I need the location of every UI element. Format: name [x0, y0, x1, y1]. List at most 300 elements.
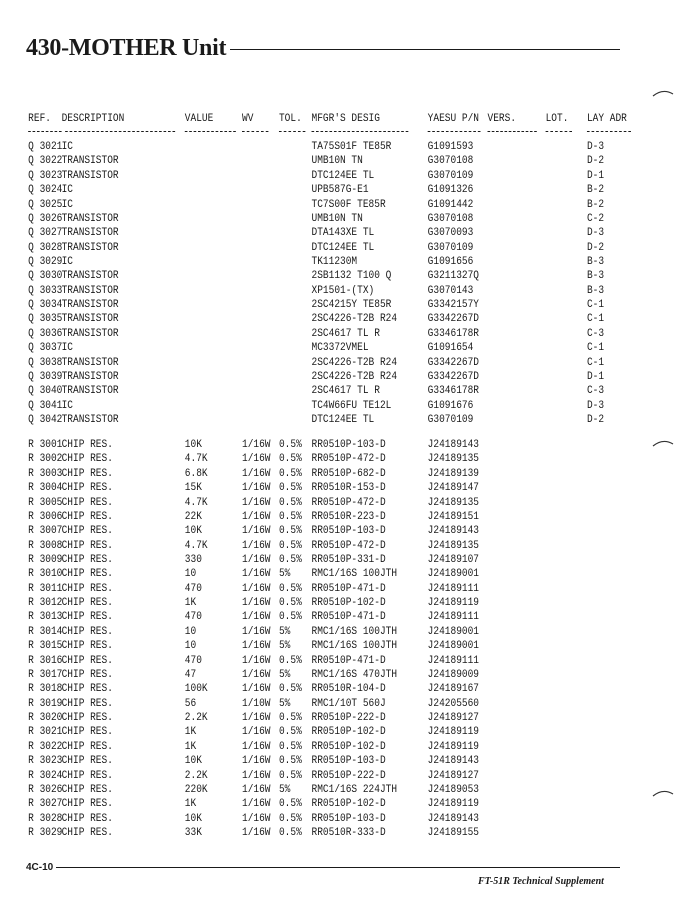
part-tol: 0.5% [278, 712, 302, 724]
part-value: 10K [184, 525, 202, 538]
column-header-mfgr: MFGR'S DESIG [311, 113, 380, 125]
part-ref: Q 3035 [28, 313, 63, 326]
table-row [0, 467, 612, 481]
part-value: 22K [184, 510, 202, 523]
part-ref: R 3014 [28, 625, 63, 638]
part-ref: Q 3028 [28, 241, 63, 254]
part-description: CHIP RES. [61, 582, 113, 595]
part-description: TRANSISTOR [61, 284, 119, 297]
part-mfgr-desig: TC4W66FU TE12L [311, 399, 392, 412]
part-ref: R 3005 [28, 496, 63, 509]
table-row [0, 610, 612, 624]
table-row [0, 384, 612, 398]
part-wv: 1/16W [242, 769, 271, 782]
part-description: CHIP RES. [61, 827, 113, 839]
page-title-text: 430-MOTHER Unit [26, 35, 227, 61]
part-mfgr-desig: RR0510P-222-D [311, 769, 386, 782]
part-yaesu-pn: J24189107 [427, 554, 480, 566]
table-row [0, 639, 612, 653]
part-description: CHIP RES. [61, 683, 113, 696]
part-tol: 5% [278, 568, 291, 581]
part-yaesu-pn: J24189127 [427, 712, 480, 724]
part-yaesu-pn: G3070108 [427, 155, 474, 168]
table-row [0, 438, 612, 452]
part-ref: R 3019 [28, 697, 63, 710]
part-yaesu-pn: J24189143 [427, 525, 480, 538]
part-yaesu-pn: J24189119 [427, 597, 480, 610]
part-mfgr-desig: 2SC4617 TL R [311, 385, 380, 398]
part-ref: Q 3023 [28, 169, 63, 182]
part-mfgr-desig: TC7S00F TE85R [311, 198, 386, 211]
part-value: 10 [184, 640, 197, 653]
table-row [0, 582, 612, 596]
page-footer [26, 862, 620, 873]
part-yaesu-pn: J24189143 [427, 439, 480, 451]
part-mfgr-desig: RMC1/16S 100JTH [311, 568, 398, 581]
part-mfgr-desig: DTC124EE TL [311, 414, 375, 426]
part-tol: 0.5% [278, 827, 302, 839]
table-row [0, 183, 612, 197]
part-description: CHIP RES. [61, 640, 113, 653]
table-row [0, 452, 612, 466]
footer-document-title: FT-51R Technical Supplement [478, 876, 604, 887]
part-tol: 0.5% [278, 726, 302, 739]
part-yaesu-pn: G3342157Y [427, 299, 480, 312]
part-ref: R 3018 [28, 683, 63, 696]
part-description: TRANSISTOR [61, 212, 119, 225]
part-ref: R 3017 [28, 668, 63, 681]
part-description: CHIP RES. [61, 482, 113, 495]
part-wv: 1/16W [242, 568, 271, 581]
part-yaesu-pn: G1091442 [427, 198, 474, 211]
part-mfgr-desig: DTC124EE TL [311, 169, 375, 182]
part-description: CHIP RES. [61, 798, 113, 811]
part-description: TRANSISTOR [61, 327, 119, 340]
table-row [0, 797, 612, 811]
part-mfgr-desig: RR0510P-472-D [311, 539, 386, 552]
part-wv: 1/16W [242, 625, 271, 638]
table-row [0, 356, 612, 370]
part-yaesu-pn: J24189139 [427, 467, 480, 480]
table-row [0, 169, 612, 183]
part-mfgr-desig: RR0510P-103-D [311, 755, 386, 768]
table-row [0, 769, 612, 783]
part-value: 2.2K [184, 712, 208, 724]
part-tol: 0.5% [278, 611, 302, 624]
part-ref: Q 3029 [28, 256, 63, 268]
part-description: CHIP RES. [61, 439, 113, 451]
part-ref: Q 3024 [28, 184, 63, 197]
table-row [0, 212, 612, 226]
part-ref: R 3016 [28, 654, 63, 667]
part-description: CHIP RES. [61, 554, 113, 566]
footer-rule [56, 867, 620, 868]
part-yaesu-pn: J24189111 [427, 582, 480, 595]
part-tol: 5% [278, 640, 291, 653]
part-wv: 1/16W [242, 539, 271, 552]
part-wv: 1/16W [242, 654, 271, 667]
part-mfgr-desig: RMC1/16S 100JTH [311, 625, 398, 638]
part-ref: R 3009 [28, 554, 63, 566]
part-ref: R 3010 [28, 568, 63, 581]
part-description: IC [61, 141, 74, 153]
part-lay-adr: D-1 [586, 370, 605, 383]
table-row [0, 140, 612, 154]
part-ref: R 3020 [28, 712, 63, 724]
part-wv: 1/16W [242, 827, 271, 839]
part-tol: 0.5% [278, 597, 302, 610]
table-row [0, 496, 612, 510]
part-mfgr-desig: RR0510P-471-D [311, 611, 386, 624]
table-row [0, 524, 612, 538]
part-mfgr-desig: 2SC4617 TL R [311, 327, 380, 340]
table-row [0, 553, 612, 567]
part-yaesu-pn: J24189009 [427, 668, 480, 681]
part-tol: 0.5% [278, 496, 302, 509]
part-tol: 0.5% [278, 525, 302, 538]
part-lay-adr: B-3 [586, 256, 605, 268]
part-value: 10 [184, 625, 197, 638]
part-ref: R 3003 [28, 467, 63, 480]
part-value: 10K [184, 439, 202, 451]
part-yaesu-pn: G1091656 [427, 256, 474, 268]
part-description: TRANSISTOR [61, 270, 119, 283]
column-header-ref: REF. [28, 113, 51, 125]
column-underline-row [0, 124, 612, 138]
part-yaesu-pn: J24189155 [427, 827, 480, 839]
column-underline [546, 131, 572, 132]
part-mfgr-desig: UMB10N TN [311, 155, 363, 168]
title-rule [230, 49, 620, 50]
part-tol: 5% [278, 668, 291, 681]
part-description: CHIP RES. [61, 597, 113, 610]
part-description: IC [61, 342, 74, 355]
part-wv: 1/16W [242, 683, 271, 696]
part-wv: 1/16W [242, 597, 271, 610]
part-ref: Q 3030 [28, 270, 63, 283]
part-tol: 0.5% [278, 683, 302, 696]
part-mfgr-desig: 2SB1132 T100 Q [311, 270, 392, 283]
part-yaesu-pn: J24189111 [427, 611, 480, 624]
part-description: TRANSISTOR [61, 227, 119, 240]
part-mfgr-desig: RR0510R-104-D [311, 683, 386, 696]
part-ref: Q 3038 [28, 356, 63, 369]
column-header-value: VALUE [184, 113, 214, 125]
part-yaesu-pn: J24189053 [427, 783, 480, 796]
part-mfgr-desig: RR0510P-103-D [311, 812, 386, 825]
table-row [0, 740, 612, 754]
table-row [0, 413, 612, 427]
part-yaesu-pn: G3342267D [427, 313, 480, 326]
part-yaesu-pn: J24189119 [427, 798, 480, 811]
part-yaesu-pn: G3070109 [427, 169, 474, 182]
part-tol: 0.5% [278, 755, 302, 768]
part-tol: 0.5% [278, 439, 302, 451]
part-description: CHIP RES. [61, 510, 113, 523]
part-value: 100K [184, 683, 208, 696]
part-yaesu-pn: J24189127 [427, 769, 480, 782]
part-description: CHIP RES. [61, 539, 113, 552]
part-ref: R 3004 [28, 482, 63, 495]
page-title [26, 34, 620, 62]
table-row [0, 198, 612, 212]
table-row [0, 697, 612, 711]
part-wv: 1/16W [242, 726, 271, 739]
part-description: TRANSISTOR [61, 370, 119, 383]
part-ref: Q 3027 [28, 227, 63, 240]
part-yaesu-pn: G3342267D [427, 356, 480, 369]
column-underline [587, 131, 631, 132]
part-yaesu-pn: G1091326 [427, 184, 474, 197]
part-tol: 0.5% [278, 769, 302, 782]
part-mfgr-desig: RMC1/16S 470JTH [311, 668, 398, 681]
part-ref: R 3024 [28, 769, 63, 782]
column-header-vers: VERS. [487, 113, 517, 125]
part-tol: 0.5% [278, 554, 302, 566]
part-description: CHIP RES. [61, 726, 113, 739]
column-header-yaesu-pn: YAESU P/N [427, 113, 480, 125]
part-value: 330 [184, 554, 202, 566]
part-description: IC [61, 256, 74, 268]
part-ref: R 3012 [28, 597, 63, 610]
part-ref: R 3001 [28, 439, 63, 451]
part-ref: Q 3033 [28, 284, 63, 297]
part-ref: R 3027 [28, 798, 63, 811]
part-mfgr-desig: RR0510R-223-D [311, 510, 386, 523]
part-yaesu-pn: J24189143 [427, 812, 480, 825]
table-row [0, 312, 612, 326]
part-lay-adr: D-2 [586, 241, 605, 254]
part-value: 470 [184, 611, 202, 624]
part-wv: 1/16W [242, 611, 271, 624]
part-mfgr-desig: RR0510P-103-D [311, 525, 386, 538]
part-value: 470 [184, 654, 202, 667]
part-yaesu-pn: J24189001 [427, 625, 480, 638]
part-lay-adr: C-2 [586, 212, 605, 225]
table-row [0, 341, 612, 355]
table-row [0, 154, 612, 168]
part-mfgr-desig: RR0510P-682-D [311, 467, 386, 480]
part-wv: 1/16W [242, 453, 271, 466]
part-ref: R 3006 [28, 510, 63, 523]
part-lay-adr: C-1 [586, 313, 605, 326]
part-description: IC [61, 198, 74, 211]
part-lay-adr: B-2 [586, 198, 605, 211]
part-tol: 0.5% [278, 740, 302, 753]
part-description: CHIP RES. [61, 611, 113, 624]
table-row [0, 255, 612, 269]
part-value: 10K [184, 755, 202, 768]
part-yaesu-pn: G3346178R [427, 327, 480, 340]
part-yaesu-pn: G1091654 [427, 342, 474, 355]
part-description: CHIP RES. [61, 467, 113, 480]
part-mfgr-desig: UPB587G-E1 [311, 184, 369, 197]
part-ref: Q 3040 [28, 385, 63, 398]
column-underline [312, 131, 409, 132]
part-ref: R 3013 [28, 611, 63, 624]
part-description: CHIP RES. [61, 668, 113, 681]
part-wv: 1/16W [242, 439, 271, 451]
part-tol: 5% [278, 625, 291, 638]
part-mfgr-desig: 2SC4215Y TE85R [311, 299, 392, 312]
table-row [0, 399, 612, 413]
part-tol: 0.5% [278, 539, 302, 552]
table-row [0, 668, 612, 682]
part-ref: R 3021 [28, 726, 63, 739]
part-ref: Q 3041 [28, 399, 63, 412]
part-tol: 0.5% [278, 654, 302, 667]
part-description: CHIP RES. [61, 769, 113, 782]
part-mfgr-desig: RR0510P-102-D [311, 740, 386, 753]
part-wv: 1/16W [242, 496, 271, 509]
part-ref: Q 3026 [28, 212, 63, 225]
part-value: 15K [184, 482, 202, 495]
table-row [0, 370, 612, 384]
part-value: 1K [184, 597, 197, 610]
part-yaesu-pn: G3070109 [427, 241, 474, 254]
part-mfgr-desig: RR0510P-103-D [311, 439, 386, 451]
part-yaesu-pn: J24189167 [427, 683, 480, 696]
part-mfgr-desig: 2SC4226-T2B R24 [311, 356, 398, 369]
part-description: TRANSISTOR [61, 313, 119, 326]
part-ref: R 3015 [28, 640, 63, 653]
part-description: CHIP RES. [61, 568, 113, 581]
part-ref: R 3008 [28, 539, 63, 552]
part-ref: Q 3034 [28, 299, 63, 312]
part-lay-adr: D-2 [586, 414, 605, 426]
part-lay-adr: D-3 [586, 227, 605, 240]
part-yaesu-pn: G1091593 [427, 141, 474, 153]
part-lay-adr: D-2 [586, 155, 605, 168]
part-description: CHIP RES. [61, 740, 113, 753]
part-tol: 5% [278, 783, 291, 796]
table-row [0, 625, 612, 639]
part-mfgr-desig: 2SC4226-T2B R24 [311, 313, 398, 326]
table-row [0, 327, 612, 341]
part-lay-adr: C-1 [586, 342, 605, 355]
table-row [0, 241, 612, 255]
column-header-lay-adr: LAY ADR [586, 113, 627, 125]
part-wv: 1/16W [242, 712, 271, 724]
part-yaesu-pn: J24189151 [427, 510, 480, 523]
part-yaesu-pn: J24189119 [427, 726, 480, 739]
part-mfgr-desig: RR0510P-472-D [311, 496, 386, 509]
part-value: 1K [184, 726, 197, 739]
part-ref: Q 3022 [28, 155, 63, 168]
part-ref: R 3002 [28, 453, 63, 466]
part-yaesu-pn: G3070143 [427, 284, 474, 297]
part-yaesu-pn: J24189135 [427, 453, 480, 466]
part-wv: 1/16W [242, 525, 271, 538]
part-value: 470 [184, 582, 202, 595]
part-ref: Q 3021 [28, 141, 63, 153]
part-lay-adr: B-2 [586, 184, 605, 197]
part-value: 56 [184, 697, 197, 710]
part-yaesu-pn: G3346178R [427, 385, 480, 398]
part-value: 1K [184, 798, 197, 811]
part-lay-adr: B-3 [586, 270, 605, 283]
part-yaesu-pn: G3070093 [427, 227, 474, 240]
part-ref: Q 3036 [28, 327, 63, 340]
part-value: 47 [184, 668, 197, 681]
part-ref: R 3007 [28, 525, 63, 538]
part-wv: 1/16W [242, 812, 271, 825]
part-wv: 1/16W [242, 783, 271, 796]
part-description: CHIP RES. [61, 697, 113, 710]
part-wv: 1/16W [242, 467, 271, 480]
table-row [0, 711, 612, 725]
part-mfgr-desig: TK11230M [311, 256, 358, 268]
column-underline [28, 131, 61, 132]
part-mfgr-desig: RR0510P-222-D [311, 712, 386, 724]
table-row [0, 567, 612, 581]
part-value: 10 [184, 568, 197, 581]
part-description: CHIP RES. [61, 812, 113, 825]
part-mfgr-desig: RR0510P-102-D [311, 597, 386, 610]
margin-mark [652, 438, 674, 448]
part-mfgr-desig: RR0510R-333-D [311, 827, 386, 839]
part-tol: 0.5% [278, 510, 302, 523]
table-row [0, 226, 612, 240]
part-tol: 0.5% [278, 482, 302, 495]
part-mfgr-desig: XP1501-(TX) [311, 284, 375, 297]
part-lay-adr: C-3 [586, 327, 605, 340]
table-row [0, 783, 612, 797]
part-wv: 1/16W [242, 798, 271, 811]
part-description: IC [61, 184, 74, 197]
table-row [0, 754, 612, 768]
part-yaesu-pn: J24189147 [427, 482, 480, 495]
part-ref: R 3022 [28, 740, 63, 753]
part-mfgr-desig: RR0510P-102-D [311, 726, 386, 739]
column-header-tol: TOL. [278, 113, 302, 125]
part-tol: 0.5% [278, 582, 302, 595]
part-ref: R 3028 [28, 812, 63, 825]
part-yaesu-pn: G3342267D [427, 370, 480, 383]
part-yaesu-pn: J24189135 [427, 496, 480, 509]
column-underline [185, 131, 236, 132]
part-value: 4.7K [184, 453, 208, 466]
part-mfgr-desig: UMB10N TN [311, 212, 363, 225]
part-mfgr-desig: RMC1/16S 224JTH [311, 783, 398, 796]
part-ref: Q 3039 [28, 370, 63, 383]
part-lay-adr: C-1 [586, 356, 605, 369]
table-row [0, 682, 612, 696]
column-header-lot: LOT. [545, 113, 569, 125]
part-ref: R 3011 [28, 582, 63, 595]
part-wv: 1/10W [242, 697, 271, 710]
part-description: TRANSISTOR [61, 299, 119, 312]
part-ref: R 3023 [28, 755, 63, 768]
part-description: TRANSISTOR [61, 385, 119, 398]
part-value: 4.7K [184, 539, 208, 552]
part-value: 4.7K [184, 496, 208, 509]
part-description: TRANSISTOR [61, 155, 119, 168]
part-ref: Q 3025 [28, 198, 63, 211]
part-mfgr-desig: RMC1/16S 100JTH [311, 640, 398, 653]
part-yaesu-pn: J24189111 [427, 654, 480, 667]
part-yaesu-pn: G3211327Q [427, 270, 480, 283]
part-value: 1K [184, 740, 197, 753]
part-lay-adr: B-3 [586, 284, 605, 297]
part-yaesu-pn: J24189119 [427, 740, 480, 753]
part-description: TRANSISTOR [61, 356, 119, 369]
part-value: 33K [184, 827, 202, 839]
column-underline [488, 131, 537, 132]
part-value: 220K [184, 783, 208, 796]
part-mfgr-desig: RR0510P-471-D [311, 654, 386, 667]
part-wv: 1/16W [242, 482, 271, 495]
